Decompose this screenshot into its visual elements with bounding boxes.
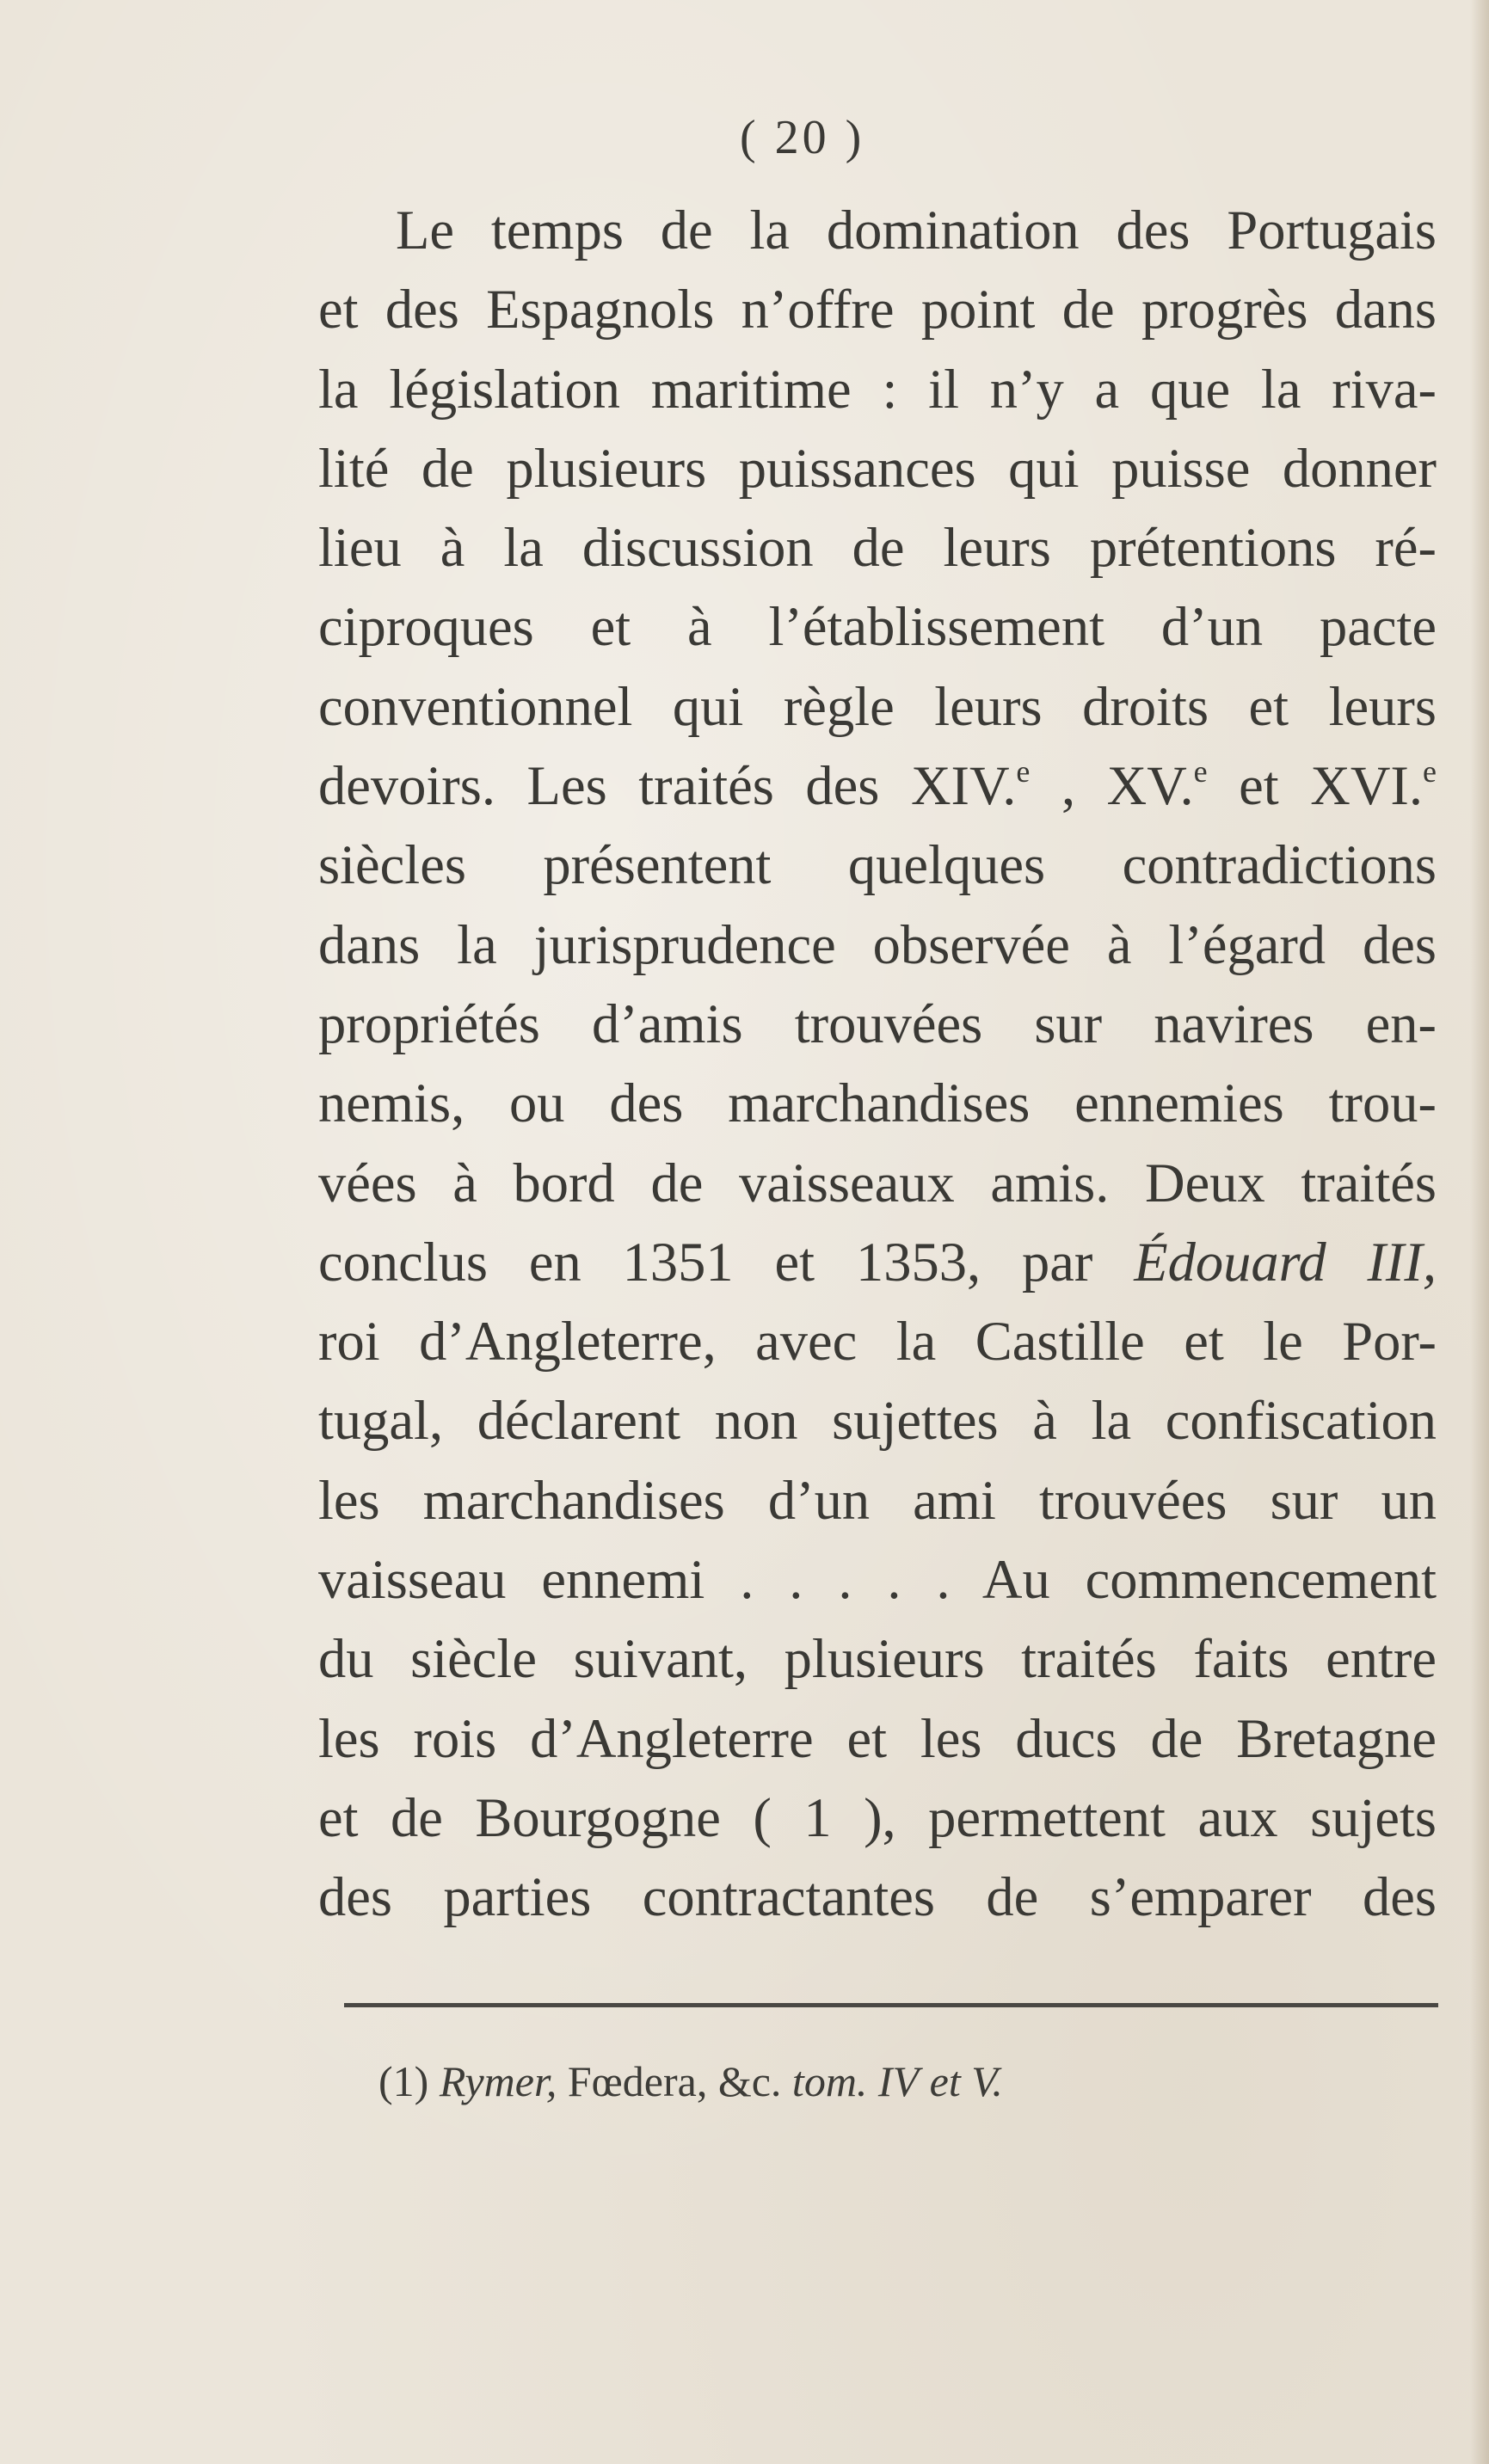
text-line: nemis, ou des marchandises ennemies trou- <box>318 1072 1437 1134</box>
text-line: lité de plusieurs puissances qui puisse donner <box>318 437 1437 499</box>
footnote-tom: tom. <box>791 2057 868 2105</box>
text-line: les rois d’Angleterre et les ducs de Bretagne <box>318 1707 1437 1769</box>
body-text <box>318 191 1437 1938</box>
text-line: vées à bord de vaisseaux amis. Deux traités <box>318 1152 1437 1214</box>
text-line: siècles présentent quelques contradictions <box>318 834 1437 896</box>
text-line: vaisseau ennemi . . . . . Au commencement <box>318 1549 1437 1611</box>
footnote-divider <box>344 2003 1438 2007</box>
text-line: tugal, déclarent non sujettes à la confiscation <box>318 1390 1437 1452</box>
text-line: du siècle suivant, plusieurs traités faits entre <box>318 1628 1437 1690</box>
footnote-marker: (1) <box>378 2057 429 2105</box>
text-fragment: et XVI. <box>1239 755 1424 817</box>
footnote-conjunction: et <box>929 2057 961 2105</box>
text-line: ciproques et à l’établissement d’un pacte <box>318 596 1437 658</box>
superscript: e <box>1193 754 1208 790</box>
text-line: propriétés d’amis trouvées sur navires en- <box>318 992 1437 1054</box>
footnote <box>378 2055 1239 2107</box>
text-fragment: conclus en 1351 et 1353, par <box>318 1231 1093 1293</box>
text-line: et des Espagnols n’offre point de progrès dans <box>318 279 1437 341</box>
italic-name: Édouard III, <box>1134 1231 1437 1293</box>
page-number: ( 20 ) <box>740 111 865 164</box>
text-line: dans la jurisprudence observée à l’égard des <box>318 913 1437 975</box>
text-line: conventionnel qui règle leurs droits et leurs <box>318 675 1437 737</box>
text-line: les marchandises d’un ami trouvées sur un <box>318 1469 1437 1531</box>
text-line-centuries <box>318 747 1437 826</box>
superscript: e <box>1016 754 1031 790</box>
footnote-volume: IV <box>877 2057 920 2105</box>
text-line: des parties contractantes de s’emparer des <box>318 1866 1437 1928</box>
text-line: roi d’Angleterre, avec la Castille et le Por- <box>318 1311 1437 1373</box>
text-line-treaties <box>318 1223 1437 1302</box>
text-fragment: , XV. <box>1061 755 1194 817</box>
text-line: Le temps de la domination des Portugais <box>396 200 1437 261</box>
text-line: et de Bourgogne ( 1 ), permettent aux sujets <box>318 1786 1437 1848</box>
text-fragment: devoirs. Les traités des XIV. <box>318 755 1017 817</box>
page-edge-shadow <box>1470 0 1489 2464</box>
footnote-work: Fœdera, &c. <box>567 2057 782 2105</box>
superscript: e <box>1423 754 1437 790</box>
text-line: lieu à la discussion de leurs prétentions ré- <box>318 517 1437 579</box>
text-line: la législation maritime : il n’y a que la riva- <box>318 358 1437 420</box>
footnote-volume: V. <box>971 2057 1003 2105</box>
footnote-author: Rymer, <box>439 2057 557 2105</box>
